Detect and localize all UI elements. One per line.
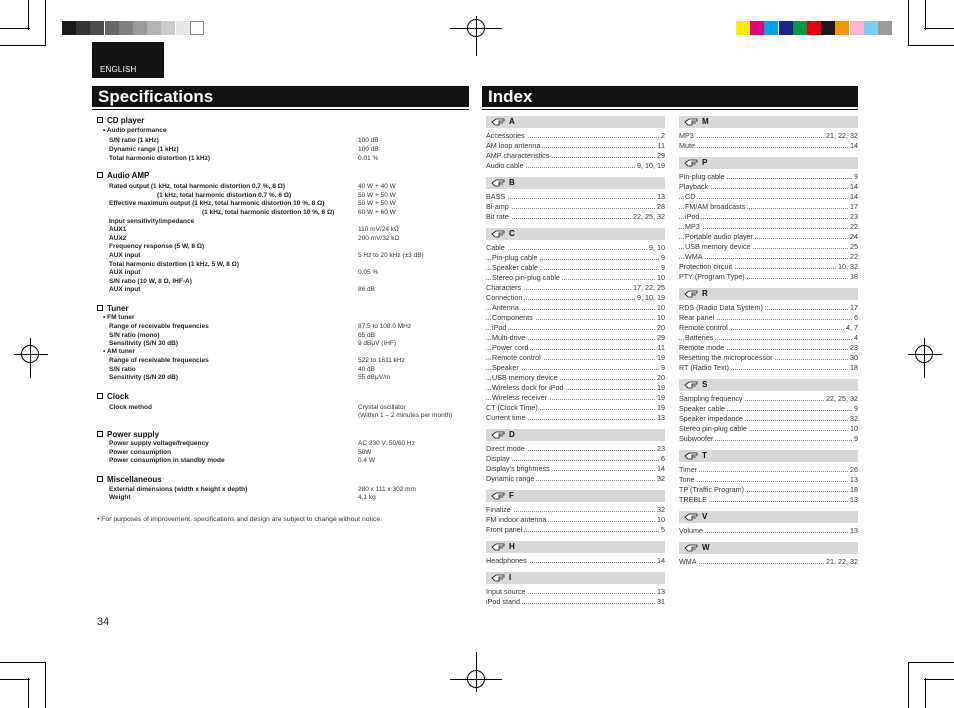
specifications-title: Specifications bbox=[98, 87, 214, 106]
index-entry: Speaker impedance 32 bbox=[679, 414, 858, 423]
index-entry: Antenna 10 bbox=[486, 303, 665, 313]
color-swatch bbox=[864, 21, 878, 35]
index-entry: Timer 26 bbox=[679, 465, 858, 474]
color-swatch bbox=[850, 21, 864, 35]
index-entry: MP3 21, 22, 32 bbox=[679, 131, 858, 140]
index-entry: Finalize 32 bbox=[486, 505, 665, 514]
index-entry: TREBLE 13 bbox=[679, 495, 858, 504]
index-entry: Multi-drive 29 bbox=[486, 333, 665, 343]
pointing-hand-icon bbox=[491, 230, 506, 238]
index-entry: Volume 13 bbox=[679, 526, 858, 535]
index-entry: AMP characteristics 29 bbox=[486, 151, 665, 160]
index-letter-w: W bbox=[679, 542, 858, 554]
index-title: Index bbox=[488, 87, 533, 106]
bullet-fm-tuner: • FM tuner bbox=[103, 314, 135, 321]
index-letter-t: T bbox=[679, 450, 858, 462]
spec-row: Range of receivable frequencies 87.5 to 108.0 MHz bbox=[109, 323, 412, 330]
color-swatch bbox=[62, 21, 76, 35]
index-entry: PTY (Program Type) 18 bbox=[679, 272, 858, 281]
pointing-hand-icon bbox=[684, 513, 699, 521]
index-entry: Cable 9, 10 bbox=[486, 243, 665, 252]
specifications-note: • For purposes of improvement, specifications and design are subject to change without notice. bbox=[97, 516, 382, 523]
index-entry: Current time 13 bbox=[486, 413, 665, 422]
index-entry: AM loop antenna 11 bbox=[486, 141, 665, 150]
index-entry: FM indoor antenna 10 bbox=[486, 515, 665, 524]
pointing-hand-icon bbox=[684, 159, 699, 167]
spec-row: Power consumption 50W bbox=[109, 449, 372, 456]
spec-row: Effective maximum output (1 kHz, total harmonic distortion 10 %, 8 Ω) 50 W + 50 W bbox=[109, 200, 396, 207]
index-entry: Pin-plug cable 9 bbox=[486, 253, 665, 263]
pointing-hand-icon bbox=[684, 544, 699, 552]
color-swatch bbox=[176, 21, 190, 35]
color-swatch bbox=[835, 21, 849, 35]
index-entry: Subwoofer 9 bbox=[679, 434, 858, 443]
spec-row: Range of receivable frequencies 522 to 1611 kHz bbox=[109, 357, 405, 364]
index-entry: WMA 21, 22, 32 bbox=[679, 557, 858, 566]
index-entry: iPod 20 bbox=[486, 323, 665, 333]
spec-row: Total harmonic distortion (1 kHz, 5 W, 8 Ω) bbox=[109, 261, 240, 268]
spec-row: Sensitivity (S/N 20 dB) 55 dBμV/m bbox=[109, 374, 391, 381]
index-letter-c: C bbox=[486, 228, 665, 240]
index-entry: RDS (Radio Data System) 17 bbox=[679, 303, 858, 312]
pointing-hand-icon bbox=[684, 118, 699, 126]
index-entry: Bi-amp 28 bbox=[486, 202, 665, 211]
color-swatch bbox=[750, 21, 764, 35]
spec-row: Input sensitivity/impedance bbox=[109, 218, 195, 225]
index-letter-p: P bbox=[679, 157, 858, 169]
index-entry: Components 10 bbox=[486, 313, 665, 323]
section-head-audio-amp: Audio AMP bbox=[97, 171, 149, 180]
index-letter-m: M bbox=[679, 116, 858, 128]
index-letter-d: D bbox=[486, 429, 665, 441]
index-entry: Direct mode 23 bbox=[486, 444, 665, 453]
index-entry: Pin-plug cable 9 bbox=[679, 172, 858, 181]
section-head-tuner: Tuner bbox=[97, 304, 129, 313]
pointing-hand-icon bbox=[684, 452, 699, 460]
index-entry: Rear panel 6 bbox=[679, 313, 858, 322]
section-head-cd-player: CD player bbox=[97, 116, 144, 125]
index-entry: Speaker 9 bbox=[486, 363, 665, 373]
spec-row: S/N ratio (mono) 65 dB bbox=[109, 332, 375, 339]
index-entry: CT (Clock Time) 19 bbox=[486, 403, 665, 412]
index-entry: Wireless receiver 19 bbox=[486, 393, 665, 403]
color-swatch bbox=[807, 21, 821, 35]
index-entry: Bit rate 22, 25, 32 bbox=[486, 212, 665, 221]
index-title-bar bbox=[482, 86, 858, 107]
color-swatch bbox=[133, 21, 147, 35]
index-entry: Input source 13 bbox=[486, 587, 665, 596]
spec-row: S/N ratio (10 W, 8 Ω, IHF-A) bbox=[109, 278, 192, 285]
pointing-hand-icon bbox=[491, 574, 506, 582]
spec-row: S/N ratio 40 dB bbox=[109, 366, 375, 373]
spec-row: External dimensions (width x height x depth) 280 x 111 x 302 mm bbox=[109, 486, 416, 493]
crosshair-top-icon bbox=[467, 19, 485, 37]
index-entry: Batteries 4 bbox=[679, 333, 858, 343]
pointing-hand-icon bbox=[491, 179, 506, 187]
index-letter-a: A bbox=[486, 116, 665, 128]
index-entry: Wireless dock for iPod 19 bbox=[486, 383, 665, 393]
color-swatch bbox=[90, 21, 104, 35]
color-swatch bbox=[736, 21, 750, 35]
index-letter-h: H bbox=[486, 541, 665, 553]
crosshair-bottom-icon bbox=[467, 670, 485, 688]
index-entry: Speaker cable 9 bbox=[486, 263, 665, 273]
index-entry: Characters 17, 22, 25 bbox=[486, 283, 665, 292]
index-entry: Dynamic range 32 bbox=[486, 474, 665, 483]
color-swatch bbox=[105, 21, 119, 35]
color-swatch bbox=[821, 21, 835, 35]
index-entry: RT (Radio Text) 18 bbox=[679, 363, 858, 372]
spec-row: Power consumption in standby mode 0.4 W bbox=[109, 457, 375, 464]
color-swatch bbox=[76, 21, 90, 35]
index-entry: USB memory device 25 bbox=[679, 242, 858, 252]
index-entry: Sampling frequency 22, 25, 32 bbox=[679, 394, 858, 403]
spec-row: Clock method Crystal oscillator bbox=[109, 404, 406, 411]
color-swatch bbox=[119, 21, 133, 35]
language-tab bbox=[92, 42, 164, 78]
index-entry: USB memory device 20 bbox=[486, 373, 665, 383]
index-entry: Stereo pin-plug cable 10 bbox=[486, 273, 665, 283]
index-entry: Connection 9, 10, 19 bbox=[486, 293, 665, 302]
spec-row: AUX2 200 mV/32 kΩ bbox=[109, 235, 400, 242]
page-number: 34 bbox=[97, 616, 110, 628]
spec-row: (1 kHz, total harmonic distortion 10 %, 6 Ω) 60 W + 60 W bbox=[202, 209, 396, 216]
pointing-hand-icon bbox=[491, 543, 506, 551]
spec-row: Total harmonic distortion (1 kHz) 0.01 % bbox=[109, 155, 379, 162]
specifications-title-bar bbox=[92, 86, 469, 107]
index-entry: Tone 13 bbox=[679, 475, 858, 484]
index-entry: Stereo pin-plug cable 10 bbox=[679, 424, 858, 433]
crosshair-left-icon bbox=[21, 345, 39, 363]
index-entry: Display's brightness 14 bbox=[486, 464, 665, 473]
spec-row: Weight 4.1 kg bbox=[109, 494, 376, 501]
index-entry: Portable audio player 24 bbox=[679, 232, 858, 242]
index-entry: FM/AM broadcasts 17 bbox=[679, 202, 858, 212]
color-swatch bbox=[190, 21, 204, 35]
spec-row: Dynamic range (1 kHz) 100 dB bbox=[109, 146, 379, 153]
index-entry: Protection circuit 10, 32 bbox=[679, 262, 858, 271]
color-swatch bbox=[793, 21, 807, 35]
spec-row: AUX1 110 mV/24 kΩ bbox=[109, 226, 399, 233]
section-head-clock: Clock bbox=[97, 392, 129, 401]
index-entry: Speaker cable 9 bbox=[679, 404, 858, 413]
index-entry: Accessories 2 bbox=[486, 131, 665, 140]
spec-row: AUX input 0.05 % bbox=[109, 269, 379, 276]
language-label: ENGLISH bbox=[100, 65, 137, 74]
index-entry: Playback 14 bbox=[679, 182, 858, 191]
color-swatch bbox=[764, 21, 778, 35]
index-letter-r: R bbox=[679, 288, 858, 300]
color-swatch bbox=[779, 21, 793, 35]
color-swatch bbox=[878, 21, 892, 35]
pointing-hand-icon bbox=[491, 431, 506, 439]
bullet-am-tuner: • AM tuner bbox=[103, 348, 136, 355]
index-entry: Front panel 5 bbox=[486, 525, 665, 534]
spec-row: Rated output (1 kHz, total harmonic distortion 0.7 %, 8 Ω) 40 W + 40 W bbox=[109, 183, 396, 190]
index-entry: Resetting the microprocessor 30 bbox=[679, 353, 858, 362]
color-swatch bbox=[161, 21, 175, 35]
spec-row: (Within 1 – 2 minutes per month) bbox=[358, 412, 453, 419]
pointing-hand-icon bbox=[491, 492, 506, 500]
index-entry: Remote control 19 bbox=[486, 353, 665, 363]
pointing-hand-icon bbox=[684, 290, 699, 298]
index-letter-f: F bbox=[486, 490, 665, 502]
index-letter-b: B bbox=[486, 177, 665, 189]
index-entry: iPod stand 31 bbox=[486, 597, 665, 606]
index-entry: Headphones 14 bbox=[486, 556, 665, 565]
spec-row: S/N ratio (1 kHz) 100 dB bbox=[109, 137, 379, 144]
crosshair-right-icon bbox=[915, 345, 933, 363]
section-head-power-supply: Power supply bbox=[97, 430, 159, 439]
index-entry: Remote control 4, 7 bbox=[679, 323, 858, 332]
index-entry: CD 14 bbox=[679, 192, 858, 202]
index-entry: Power cord 11 bbox=[486, 343, 665, 353]
spec-row: Frequency response (5 W, 8 Ω) bbox=[109, 243, 205, 250]
spec-row: (1 kHz, total harmonic distortion 0.7 %, 6 Ω) 50 W + 50 W bbox=[157, 192, 396, 199]
spec-row: AUX input 86 dB bbox=[109, 286, 375, 293]
index-entry: Audio cable 9, 10, 19 bbox=[486, 161, 665, 170]
index-entry: Mute 14 bbox=[679, 141, 858, 150]
bullet-audio-performance: • Audio performance bbox=[103, 127, 167, 134]
index-entry: Display 6 bbox=[486, 454, 665, 463]
index-letter-v: V bbox=[679, 511, 858, 523]
index-letter-s: S bbox=[679, 379, 858, 391]
color-swatch bbox=[147, 21, 161, 35]
index-entry: TP (Traffic Program) 18 bbox=[679, 485, 858, 494]
spec-row: Sensitivity (S/N 30 dB) 9 dBμV (IHF) bbox=[109, 340, 397, 347]
section-head-miscellaneous: Miscellaneous bbox=[97, 475, 162, 484]
spec-row: AUX input 5 Hz to 20 kHz (±3 dB) bbox=[109, 252, 424, 259]
pointing-hand-icon bbox=[491, 118, 506, 126]
index-entry: BASS 13 bbox=[486, 192, 665, 201]
index-letter-i: I bbox=[486, 572, 665, 584]
spec-row: Power supply voltage/frequency AC 230 V, 50/60 Hz bbox=[109, 440, 415, 447]
index-entry: iPod 23 bbox=[679, 212, 858, 222]
index-entry: MP3 22 bbox=[679, 222, 858, 232]
index-entry: WMA 22 bbox=[679, 252, 858, 262]
index-entry: Remote mode 23 bbox=[679, 343, 858, 352]
pointing-hand-icon bbox=[684, 381, 699, 389]
